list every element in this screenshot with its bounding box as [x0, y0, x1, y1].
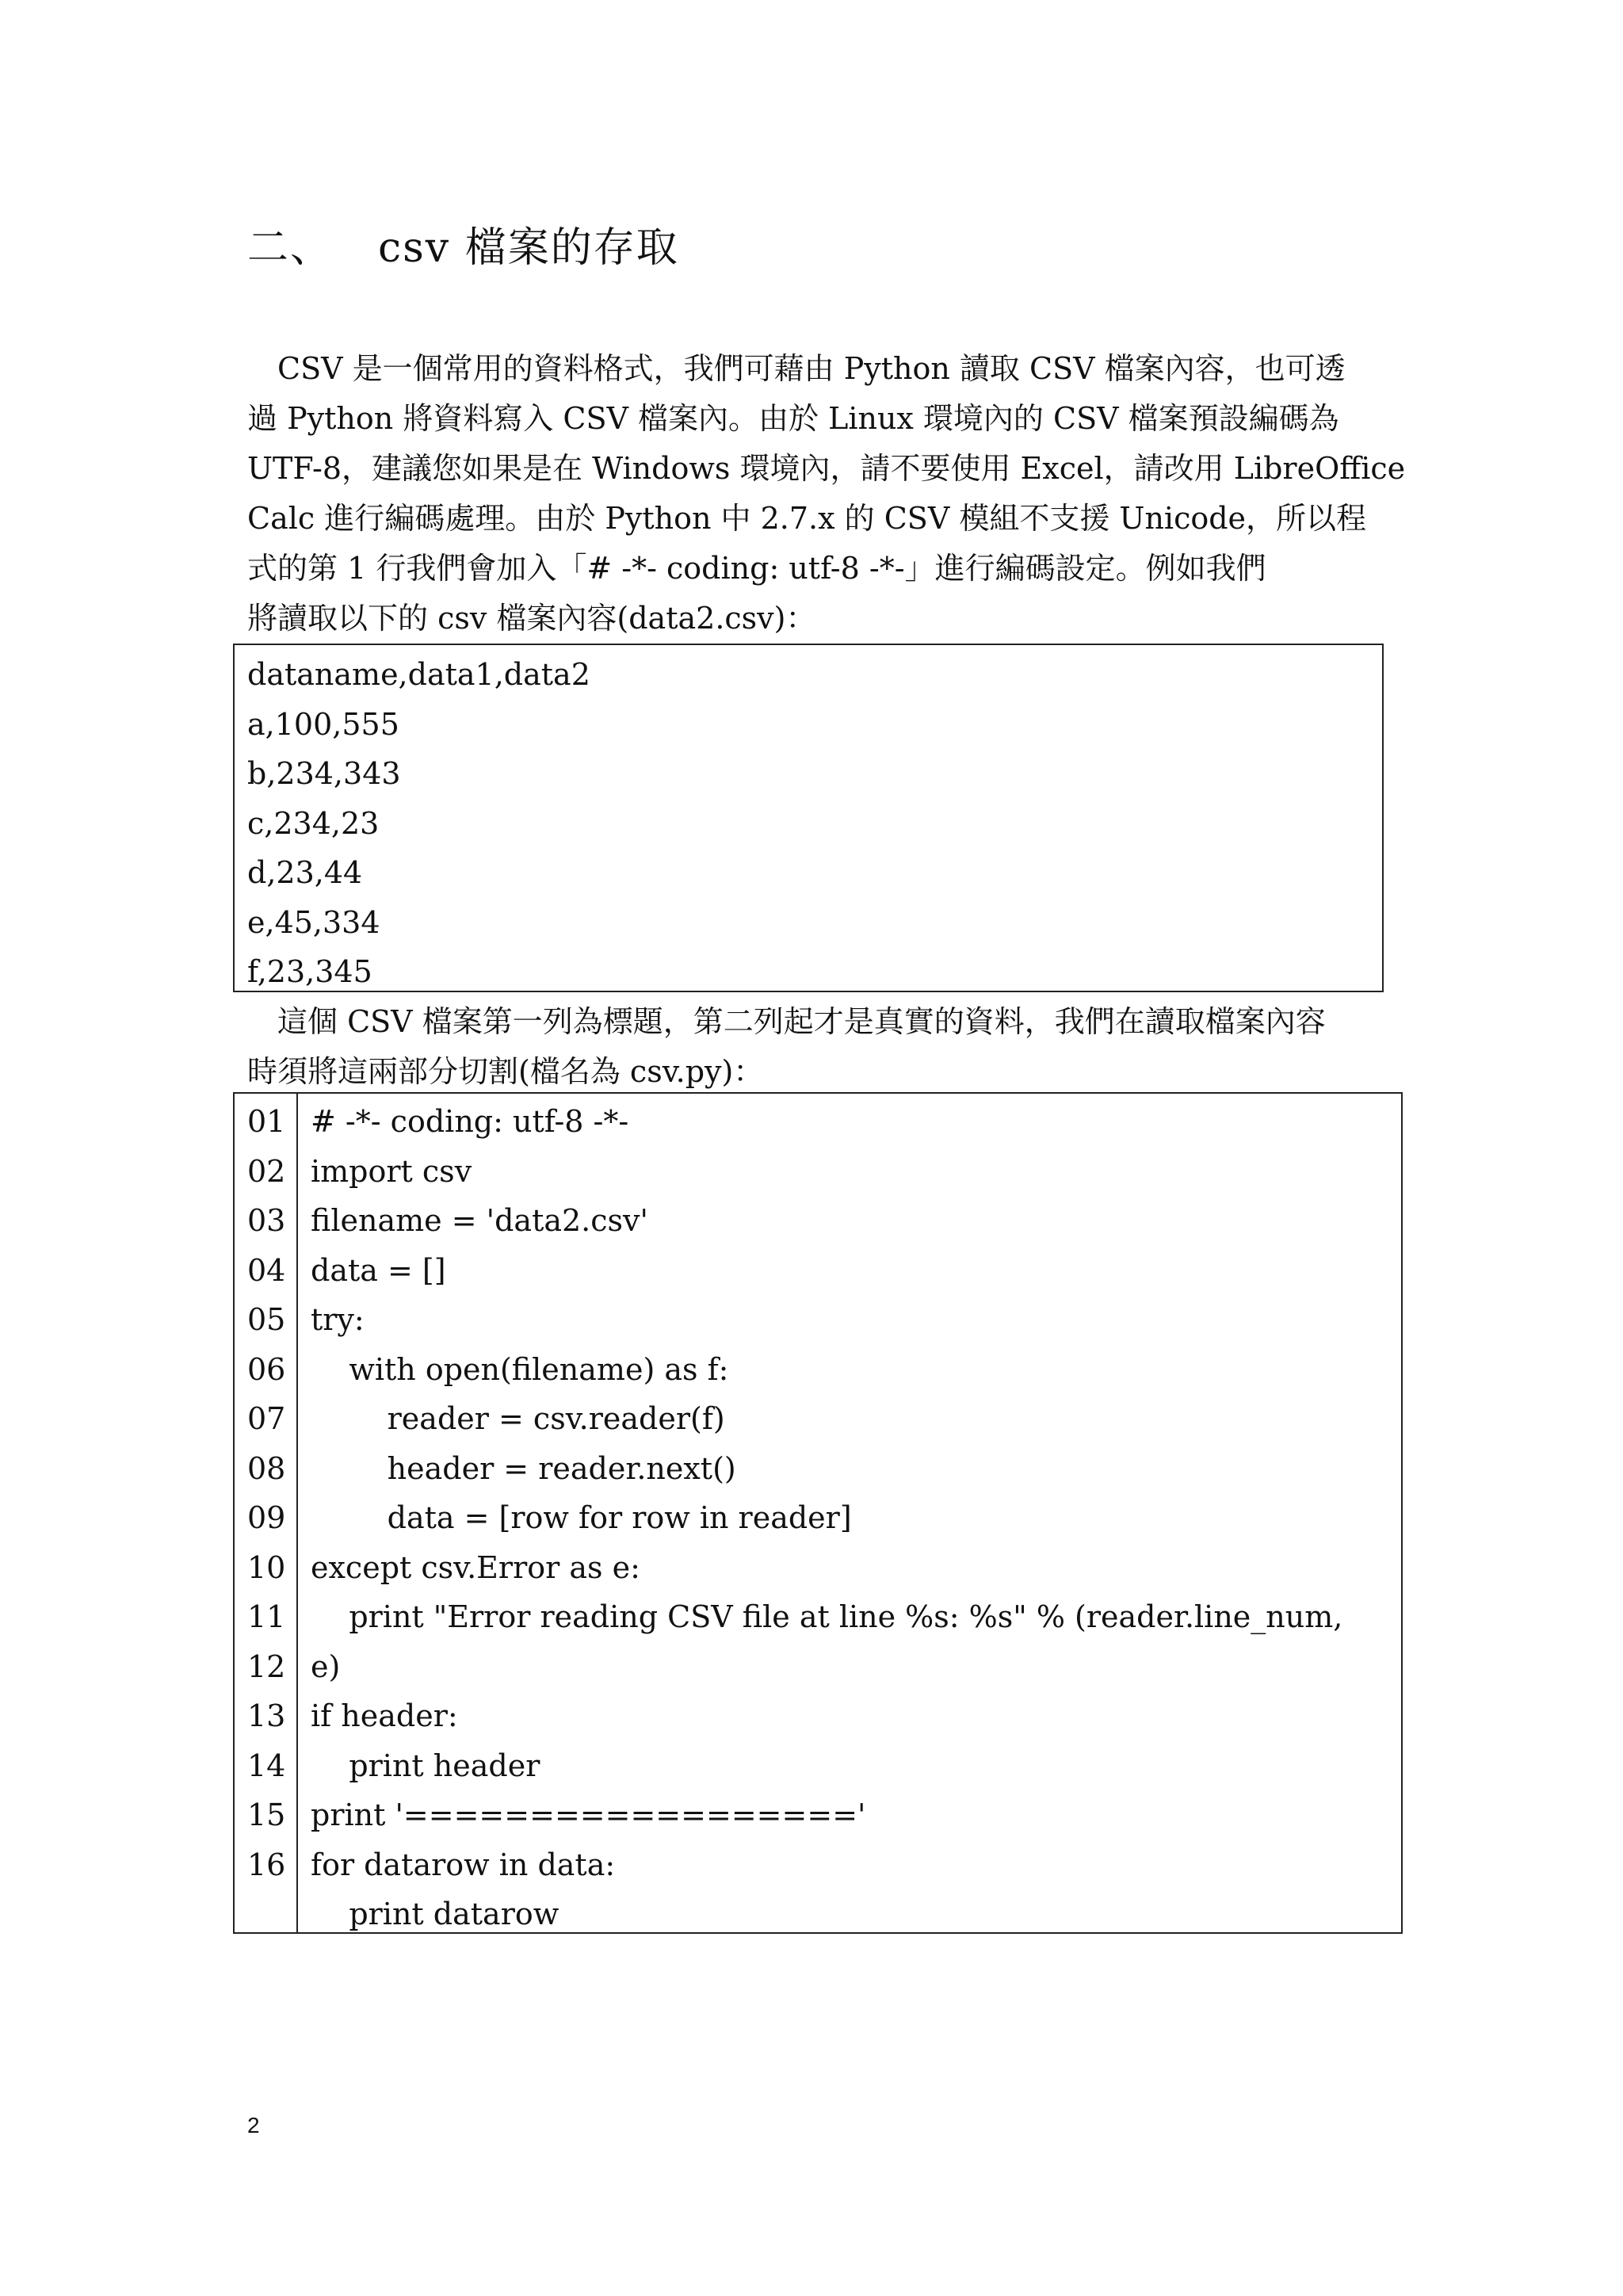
page-number: 2: [247, 2113, 260, 2137]
code-text: print "Error reading CSV file at line %s: %s" % (reader.line_num,: [311, 1599, 1343, 1634]
line-number: 12: [247, 1648, 286, 1684]
paragraph-line: 將讀取以下的 csv 檔案內容(data2.csv)：: [247, 601, 816, 636]
paragraph-line: 式的第 1 行我們會加入「# -*- coding: utf-8 -*-」進行編碼設定。例如我們: [247, 551, 1266, 586]
code-text: filename = 'data2.csv': [311, 1203, 648, 1238]
code-text: print datarow: [311, 1897, 559, 1931]
explanation-paragraph: [247, 997, 1388, 1097]
csv-content-box: [233, 644, 1384, 992]
code-text: e): [311, 1648, 341, 1684]
line-number: 15: [247, 1797, 286, 1832]
paragraph-line: 過 Python 將資料寫入 CSV 檔案內。由於 Linux 環境內的 CSV 檔案預設編碼為: [247, 401, 1339, 436]
csv-row: a,100,555: [247, 706, 399, 742]
line-number: 09: [247, 1500, 286, 1535]
line-number: 08: [247, 1450, 286, 1486]
paragraph-line: CSV 是一個常用的資料格式，我們可藉由 Python 讀取 CSV 檔案內容，也可透: [247, 351, 1346, 386]
csv-row: c,234,23: [247, 805, 380, 841]
code-text: try:: [311, 1302, 365, 1337]
code-text: # -*- coding: utf-8 -*-: [311, 1104, 629, 1139]
code-text: data = [row for row in reader]: [311, 1500, 852, 1535]
csv-row: f,23,345: [247, 954, 372, 989]
code-text: print '==================': [311, 1797, 866, 1832]
csv-row: d,23,44: [247, 855, 363, 890]
line-number: 05: [247, 1302, 286, 1337]
paragraph-line: UTF-8，建議您如果是在 Windows 環境內，請不要使用 Excel，請改用 LibreOffice: [247, 451, 1406, 486]
code-text: with open(filename) as f:: [311, 1351, 729, 1387]
code-text: if header:: [311, 1698, 458, 1733]
section-title: csv 檔案的存取: [378, 224, 679, 272]
line-number: 16: [247, 1847, 286, 1882]
line-number: 03: [247, 1203, 286, 1238]
code-text: for datarow in data:: [311, 1847, 616, 1882]
code-text: header = reader.next(): [311, 1450, 736, 1486]
section-heading: [247, 214, 679, 273]
code-listing-box: [233, 1092, 1403, 1934]
csv-row: b,234,343: [247, 756, 401, 791]
line-number: 13: [247, 1698, 286, 1733]
line-number: 11: [247, 1599, 286, 1634]
code-text: data = []: [311, 1252, 446, 1288]
line-number: 07: [247, 1401, 286, 1436]
line-number: 10: [247, 1549, 286, 1585]
paragraph-line: 這個 CSV 檔案第一列為標題，第二列起才是真實的資料，我們在讀取檔案內容: [247, 1004, 1326, 1039]
line-number: 04: [247, 1252, 286, 1288]
code-text: import csv: [311, 1153, 472, 1189]
csv-row: dataname,data1,data2: [247, 657, 590, 692]
line-number: 14: [247, 1748, 286, 1783]
intro-paragraph: [247, 344, 1406, 644]
section-number: 二、: [247, 224, 334, 272]
code-text: print header: [311, 1748, 540, 1783]
line-number: 06: [247, 1351, 286, 1387]
paragraph-line: Calc 進行編碼處理。由於 Python 中 2.7.x 的 CSV 模組不支援 Unicode，所以程: [247, 501, 1367, 536]
code-text: reader = csv.reader(f): [311, 1401, 725, 1436]
code-text: except csv.Error as e:: [311, 1549, 640, 1585]
line-number: 01: [247, 1104, 286, 1139]
csv-row: e,45,334: [247, 904, 380, 940]
paragraph-line: 時須將這兩部分切割(檔名為 csv.py)：: [247, 1054, 764, 1089]
line-number: 02: [247, 1153, 286, 1189]
